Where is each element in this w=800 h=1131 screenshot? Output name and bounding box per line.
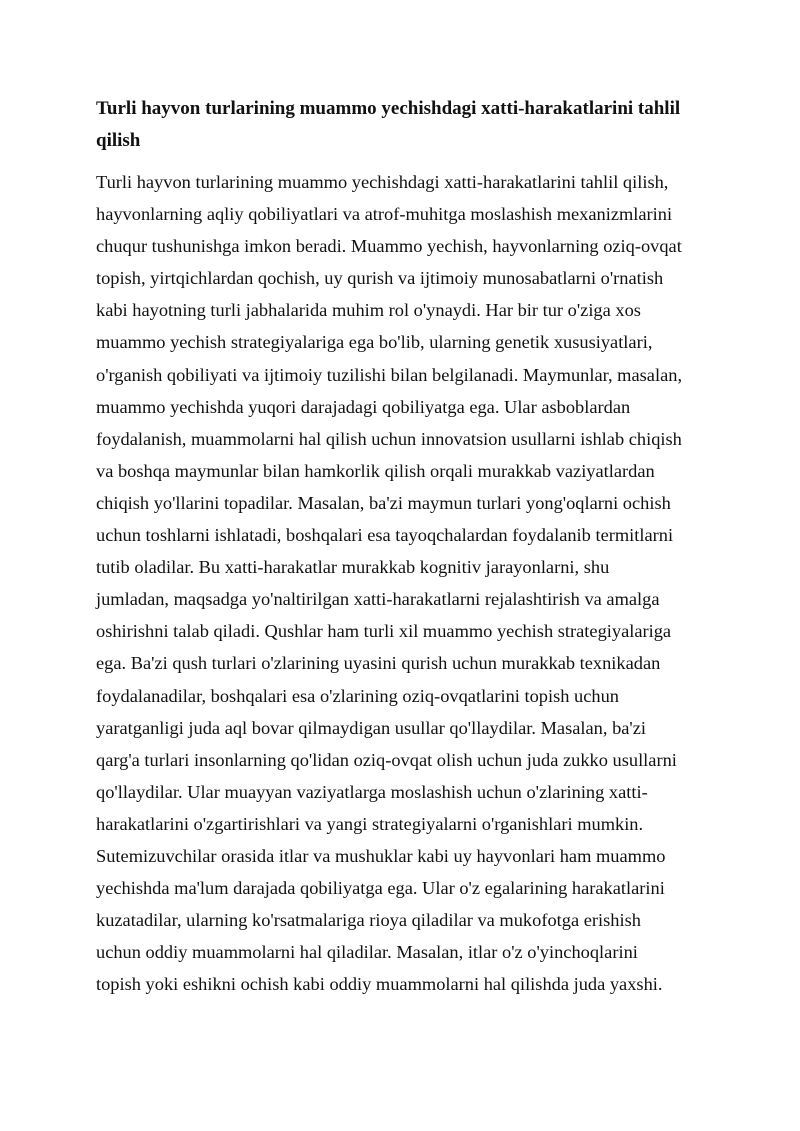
text-line: jumladan, maqsadga yo'naltirilgan xatti-harakatlarni rejalashtirish va amalga [96,589,660,610]
text-line: kuzatadilar, ularning ko'rsatmalariga rioya qiladilar va mukofotga erishish [96,910,641,931]
text-line: foydalanadilar, boshqalari esa o'zlarining oziq-ovqatlarini topish uchun [96,685,619,706]
text-line: hayvonlarning aqliy qobiliyatlari va atrof-muhitga moslashish mexanizmlarini [96,204,673,225]
text-line: va boshqa maymunlar bilan hamkorlik qilish orqali murakkab vaziyatlardan [96,460,655,481]
text-line: Sutemizuvchilar orasida itlar va mushuklar kabi uy hayvonlari ham muammo [96,845,666,866]
text-line: muammo yechishda yuqori darajadagi qobiliyatga ega. Ular asboblardan [96,396,631,417]
body-paragraph [96,166,726,1000]
text-line: kabi hayotning turli jabhalarida muhim rol o'ynaydi. Har bir tur o'ziga xos [96,300,641,321]
text-line: topish yoki eshikni ochish kabi oddiy muammolarni hal qilishda juda yaxshi. [96,974,663,995]
text-line: harakatlarini o'zgartirishlari va yangi strategiyalarni o'rganishlari mumkin. [96,813,644,834]
text-line: yaratganligi juda aql bovar qilmaydigan usullar qo'llaydilar. Masalan, ba'zi [96,717,647,738]
text-line: qarg'a turlari insonlarning qo'lidan oziq-ovqat olish uchun juda zukko usullarni [96,749,677,770]
text-line: chiqish yo'llarini topadilar. Masalan, ba'zi maymun turlari yong'oqlarni ochish [96,492,671,513]
text-line: o'rganish qobiliyati va ijtimoiy tuzilishi bilan belgilanadi. Maymunlar, masalan, [96,364,683,385]
text-line: qo'llaydilar. Ular muayyan vaziyatlarga moslashish uchun o'zlarining xatti- [96,781,648,802]
text-line: tutib oladilar. Bu xatti-harakatlar murakkab kognitiv jarayonlarni, shu [96,557,610,578]
text-line: foydalanish, muammolarni hal qilish uchun innovatsion usullarni ishlab chiqish [96,428,682,449]
text-line: topish, yirtqichlardan qochish, uy qurish va ijtimoiy munosabatlarni o'rnatish [96,268,664,289]
text-line: Turli hayvon turlarining muammo yechishdagi xatti-harakatlarini tahlil qilish, [96,172,669,192]
text-line: chuqur tushunishga imkon beradi. Muammo yechish, hayvonlarning oziq-ovqat [96,236,682,257]
document-title: Turli hayvon turlarining muammo yechishdagi xatti-harakatlarini tahlil qilish [96,98,681,151]
text-line: uchun toshlarni ishlatadi, boshqalari esa tayoqchalardan foydalanib termitlarni [96,525,674,546]
text-line: ega. Ba'zi qush turlari o'zlarining uyasini qurish uchun murakkab texnikadan [96,653,661,674]
text-line: oshirishni talab qiladi. Qushlar ham turli xil muammo yechish strategiyalariga [96,621,672,642]
text-line: yechishda ma'lum darajada qobiliyatga ega. Ular o'z egalarining harakatlarini [96,878,665,899]
text-line: uchun oddiy muammolarni hal qiladilar. Masalan, itlar o'z o'yinchoqlarini [96,942,638,963]
text-line: muammo yechish strategiyalariga ega bo'lib, ularning genetik xususiyatlari, [96,332,653,353]
